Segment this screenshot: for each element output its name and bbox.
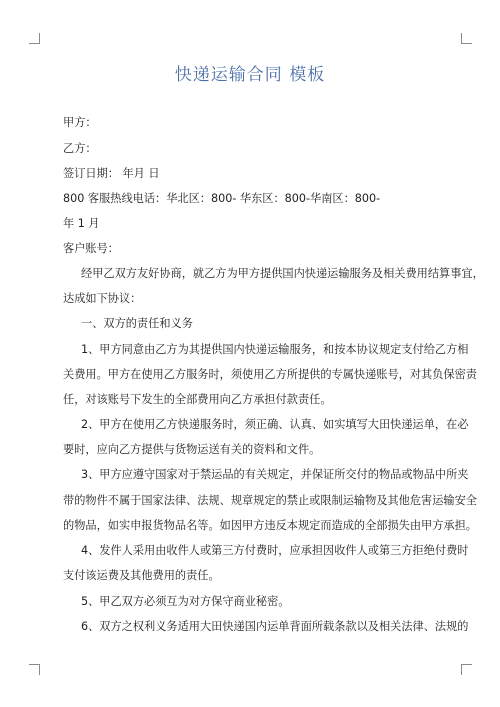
document-title: 快递运输合同 模板 (174, 65, 326, 85)
paragraph-line: 达成如下协议： (63, 292, 142, 305)
clause-2-line: 2、甲方在使用乙方快递服务时，须正确、认真、如实填写大田快递运单，在必 (81, 418, 469, 431)
section-heading: 一、双方的责任和义务 (81, 317, 193, 330)
clause-3-line: 的物品，如实申报货物品名等。如因甲方违反本规定而造成的全部损失由甲方承担。 (63, 519, 477, 532)
party-b-line: 乙方： (63, 142, 97, 155)
paragraph-line: 经甲乙双方友好协商，就乙方为甲方提供国内快递运输服务及相关费用结算事宜， (81, 267, 484, 280)
clause-1-line: 关费用。甲方在使用乙方服务时，须使用乙方所提供的专属快递账号，对其负保密责 (63, 368, 477, 381)
clause-3-line: 3、甲方应遵守国家对于禁运品的有关规定，并保证所交付的物品或物品中所夹 (81, 468, 469, 481)
clause-5-line: 5、甲乙双方必须互为对方保守商业秘密。 (81, 595, 290, 608)
crop-mark-top-left (29, 33, 40, 44)
party-a-line: 甲方： (63, 116, 97, 129)
clause-1-line: 任，对该账号下发生的全部费用向乙方承担付款责任。 (63, 393, 332, 406)
crop-mark-bottom-right (461, 664, 472, 675)
clause-3-line: 带的物件不属于国家法律、法规、规章规定的禁止或限制运输物及其他危害运输安全 (63, 494, 477, 507)
clause-1-line: 1、甲方同意由乙方为其提供国内快递运输服务，和按本协议规定支付给乙方相 (81, 343, 469, 356)
clause-4-line: 4、发件人采用由收件人或第三方付费时，应承担因收件人或第三方拒绝付费时 (81, 544, 469, 557)
clause-6-line: 6、双方之权利义务适用大田快递国内运单背面所载条款以及相关法律、法规的 (81, 620, 469, 633)
crop-mark-bottom-left (29, 664, 40, 675)
clause-2-line: 要时，应向乙方提供与货物运送有关的资料和文件。 (63, 443, 321, 456)
sign-date-line: 签订日期： 年月 日 (63, 167, 160, 180)
customer-account-line: 客户账号： (63, 242, 119, 255)
hotline-line: 800 客服热线电话：华北区：800- 华东区：800-华南区：800- (63, 192, 381, 205)
crop-mark-top-right (461, 33, 472, 44)
clause-4-line: 支付该运费及其他费用的责任。 (63, 569, 220, 582)
year-month-line: 年 1 月 (63, 217, 100, 230)
